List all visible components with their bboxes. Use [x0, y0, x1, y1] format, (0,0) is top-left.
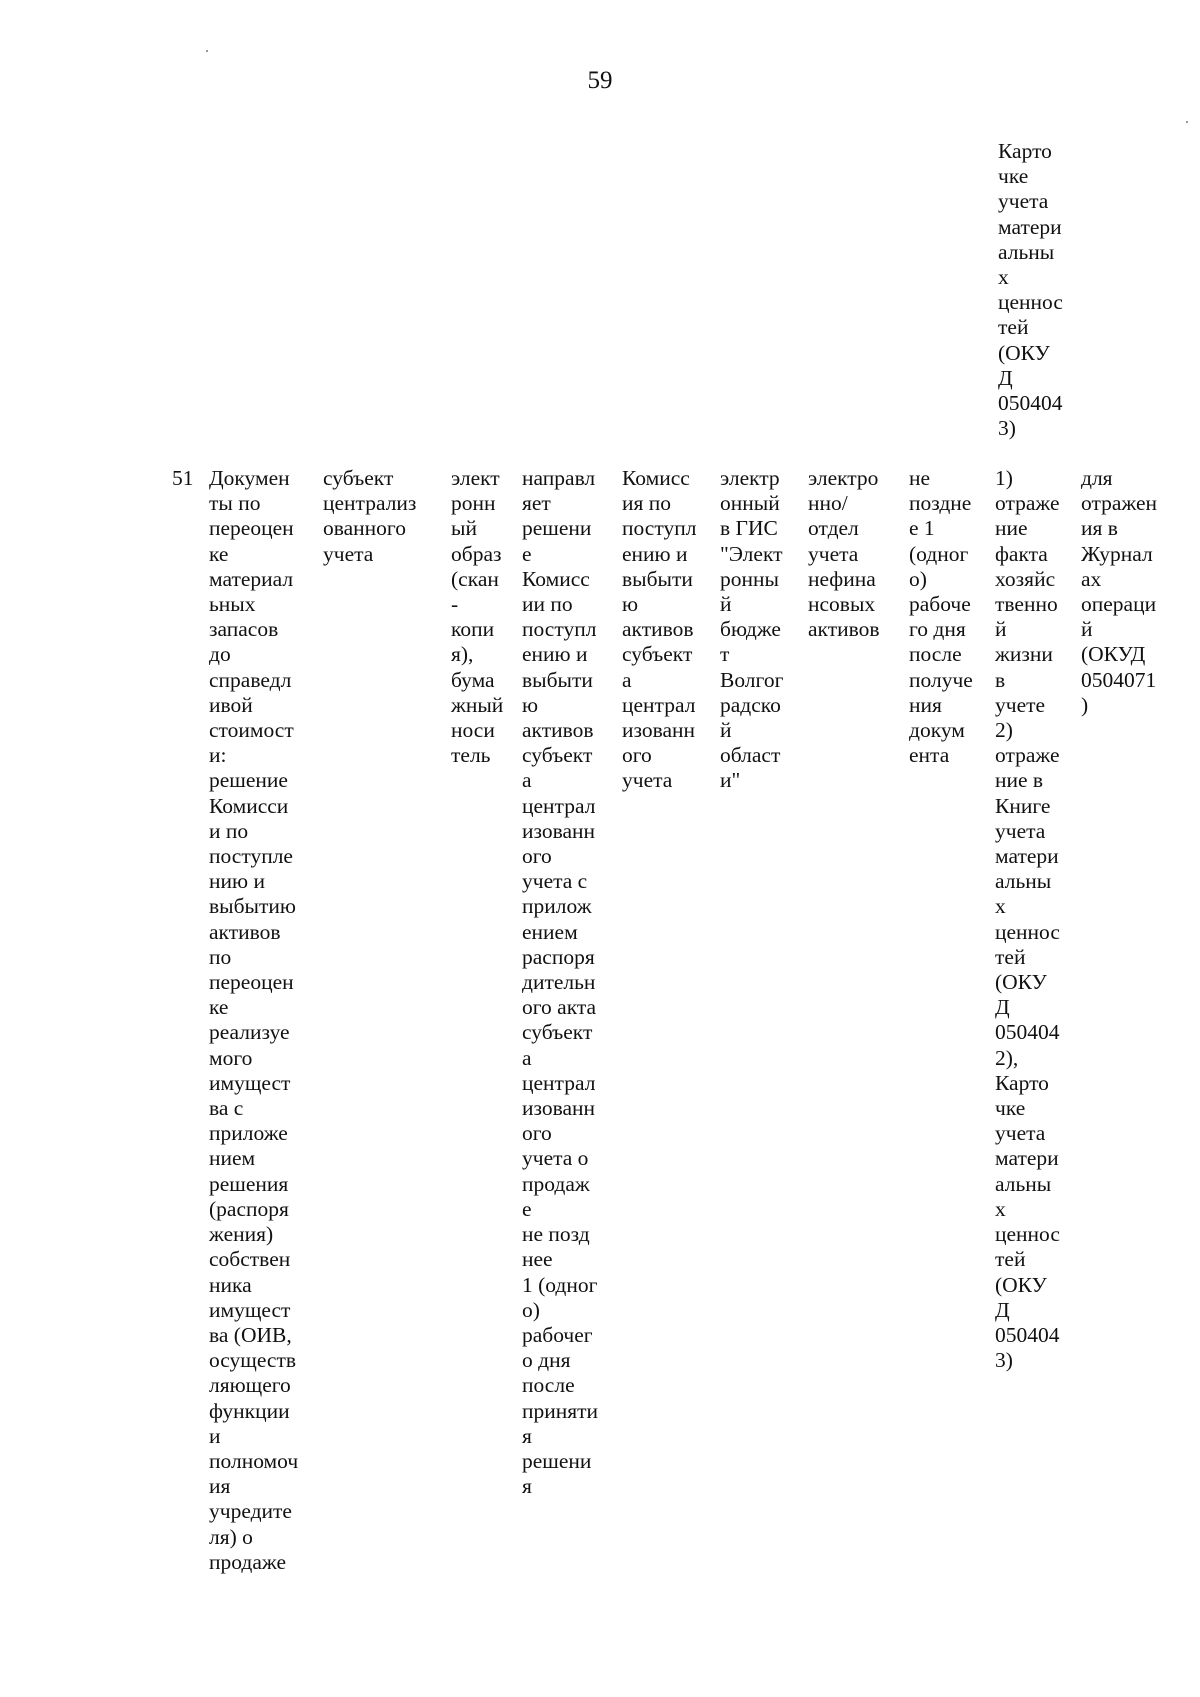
document-form-cell: элект ронн ый образ (скан - копи я), бума жный носи тель	[451, 466, 504, 768]
department-cell: электро нно/ отдел учета нефина нсовых активов	[808, 466, 880, 642]
carry-over-registers-cell: Карто чке учета матери альны х ценнос тей (ОКУ Д 050404 3)	[998, 139, 1063, 441]
recipient-cell: Комисс ия по поступл ению и выбыти ю активов субъект а централ изованн ого учета	[622, 466, 697, 793]
responsible-cell: субъект централиз ованного учета	[323, 466, 417, 566]
page-number: 59	[587, 67, 613, 94]
scan-speck	[206, 50, 208, 52]
scan-speck	[1186, 121, 1188, 123]
registers-cell: 1) отраже ние факта хозяйс твенно й жизни в учете 2) отраже ние в Книге учета матери альны х ценнос тей (ОКУ Д 050404 2), Карто чке учета матери альны х ценнос тей (ОКУ Д 050404 3)	[995, 466, 1060, 1373]
row-number-cell: 51	[172, 466, 194, 490]
document-name-cell: Докумен ты по переоцен ке материал ьных запасов до справедл ивой стоимост и: решение Комисси и по поступле нию и выбытию активов по переоцен ке реализуе мого имущест ва с приложе нием решения (распоря жения) собствен ника имущест ва (ОИВ, осуществ ляющего функции и полномоч ия учредите ля) о продаже	[209, 466, 299, 1574]
procedure-cell: направл яет решени е Комисс ии по поступл ению и выбыти ю активов субъект а централ изованн ого учета с прилож ением распоря дительн ого акта субъект а централ изованн ого учета о продаж е не позд нее 1 (одног о) рабочег о дня после приняти я решени я	[522, 466, 599, 1499]
deadline-cell: не поздне е 1 (одног о) рабоче го дня после получе ния докум ента	[909, 466, 973, 768]
journal-cell: для отражен ия в Журнал ах операци й (ОКУД 0504071 )	[1081, 466, 1158, 717]
transfer-system-cell: электр онный в ГИС "Элект ронны й бюдже т Волгог радско й област и"	[720, 466, 784, 793]
